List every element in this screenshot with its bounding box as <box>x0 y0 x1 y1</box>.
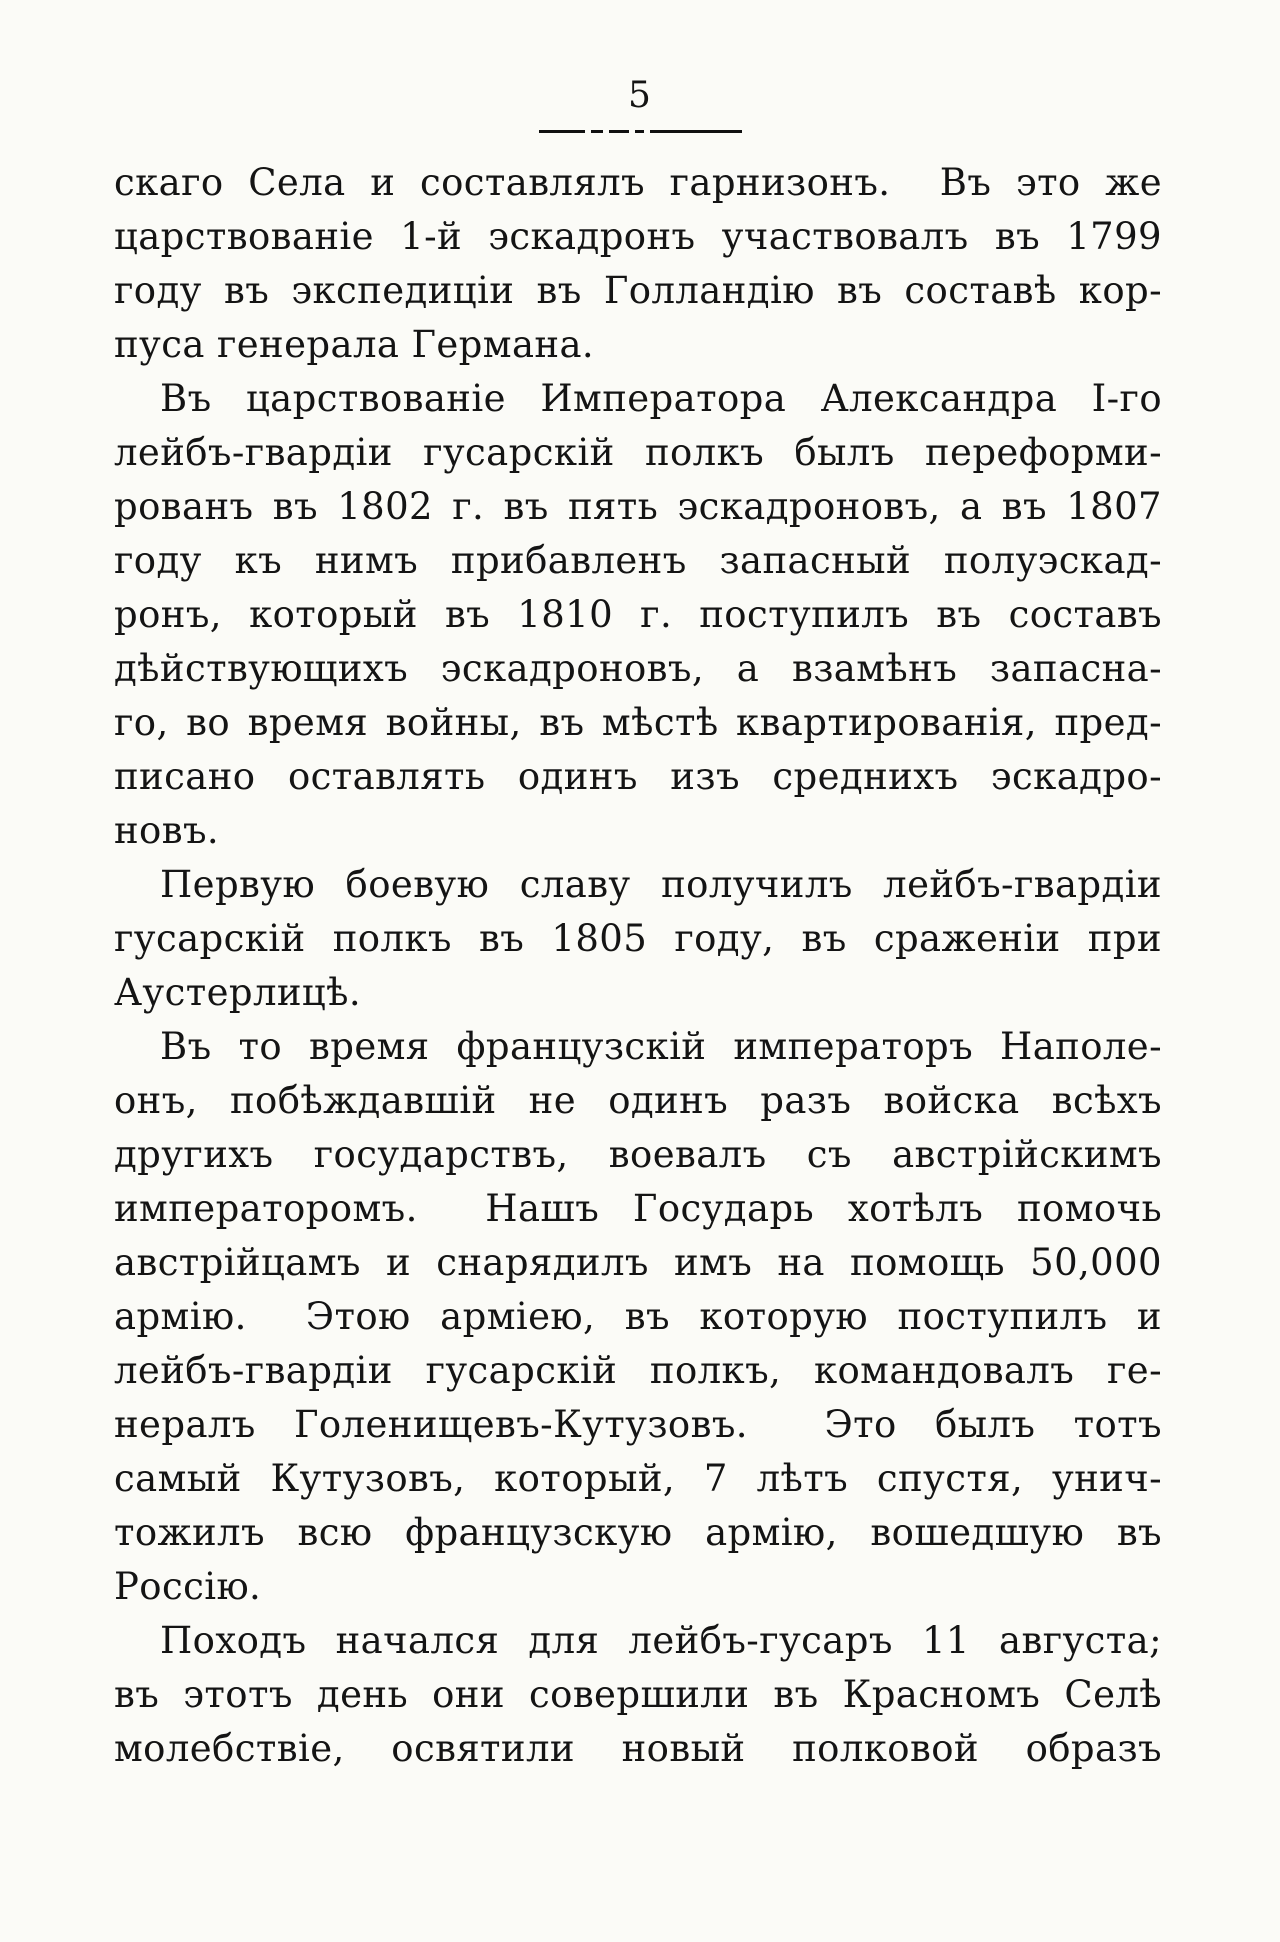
rule-segment <box>650 130 742 133</box>
text-line: лейбъ-гвардіи гусарскій полкъ былъ переформи- <box>114 431 1162 474</box>
header-rule <box>117 130 1163 134</box>
rule-segment <box>635 130 644 133</box>
text-line: другихъ государствъ, воевалъ съ австрійскимъ <box>114 1133 1162 1176</box>
text-line: самый Кутузовъ, который, 7 лѣтъ спустя, унич- <box>114 1457 1162 1500</box>
text-line: Аустерлицѣ. <box>114 971 361 1014</box>
text-line: ронъ, который въ 1810 г. поступилъ въ составъ <box>114 593 1162 636</box>
paragraph <box>114 1020 1162 1614</box>
text-line: Въ царствованіе Императора Александра I-го <box>160 377 1162 420</box>
text-line: году къ нимъ прибавленъ запасный полуэскад- <box>114 539 1162 582</box>
text-line: писано оставлять одинъ изъ среднихъ эскадро- <box>114 755 1162 798</box>
text-line: Походъ начался для лейбъ-гусаръ 11 августа; <box>160 1619 1162 1662</box>
text-line: царствованіе 1-й эскадронъ участвовалъ въ 1799 <box>114 215 1162 258</box>
text-line: Первую боевую славу получилъ лейбъ-гвардіи <box>160 863 1162 906</box>
text-line: пуса генерала Германа. <box>114 323 595 366</box>
text-line: новъ. <box>114 809 220 852</box>
text-line: году въ экспедиціи въ Голландію въ составѣ кор- <box>114 269 1162 312</box>
text-line: онъ, побѣждавшій не одинъ разъ войска всѣхъ <box>114 1079 1162 1122</box>
text-line: молебствіе, освятили новый полковой образъ <box>114 1727 1162 1770</box>
text-line: рованъ въ 1802 г. въ пять эскадроновъ, а въ 1807 <box>114 485 1162 528</box>
page-header <box>117 75 1163 116</box>
paragraph <box>114 858 1162 1020</box>
rule-segment <box>609 130 629 133</box>
paragraph <box>114 372 1162 858</box>
text-line: армію. Этою арміею, въ которую поступилъ и <box>114 1295 1162 1338</box>
paragraph <box>114 1614 1162 1776</box>
text-line: скаго Села и составлялъ гарнизонъ. Въ это же <box>114 161 1162 204</box>
text-line: Россію. <box>114 1565 262 1608</box>
text-line: въ этотъ день они совершили въ Красномъ Селѣ <box>114 1673 1162 1716</box>
text-line: го, во время войны, въ мѣстѣ квартированія, пред- <box>114 701 1162 744</box>
text-line: тожилъ всю французскую армію, вошедшую въ <box>114 1511 1162 1554</box>
rule-segment <box>539 130 585 133</box>
rule-segment <box>591 130 603 133</box>
text-line: Въ то время французскій императоръ Наполе- <box>160 1025 1162 1068</box>
text-line: дѣйствующихъ эскадроновъ, а взамѣнъ запасна- <box>114 647 1162 690</box>
text-line: гусарскій полкъ въ 1805 году, въ сраженіи при <box>114 917 1162 960</box>
text-line: императоромъ. Нашъ Государь хотѣлъ помочь <box>114 1187 1162 1230</box>
text-line: австрійцамъ и снарядилъ имъ на помощь 50,000 <box>114 1241 1162 1284</box>
text-line: лейбъ-гвардіи гусарскій полкъ, командовалъ ге- <box>114 1349 1162 1392</box>
page-number: 5 <box>628 75 652 116</box>
page-text <box>114 156 1162 1776</box>
text-line: нералъ Голенищевъ-Кутузовъ. Это былъ тотъ <box>114 1403 1162 1446</box>
paragraph <box>114 156 1162 372</box>
